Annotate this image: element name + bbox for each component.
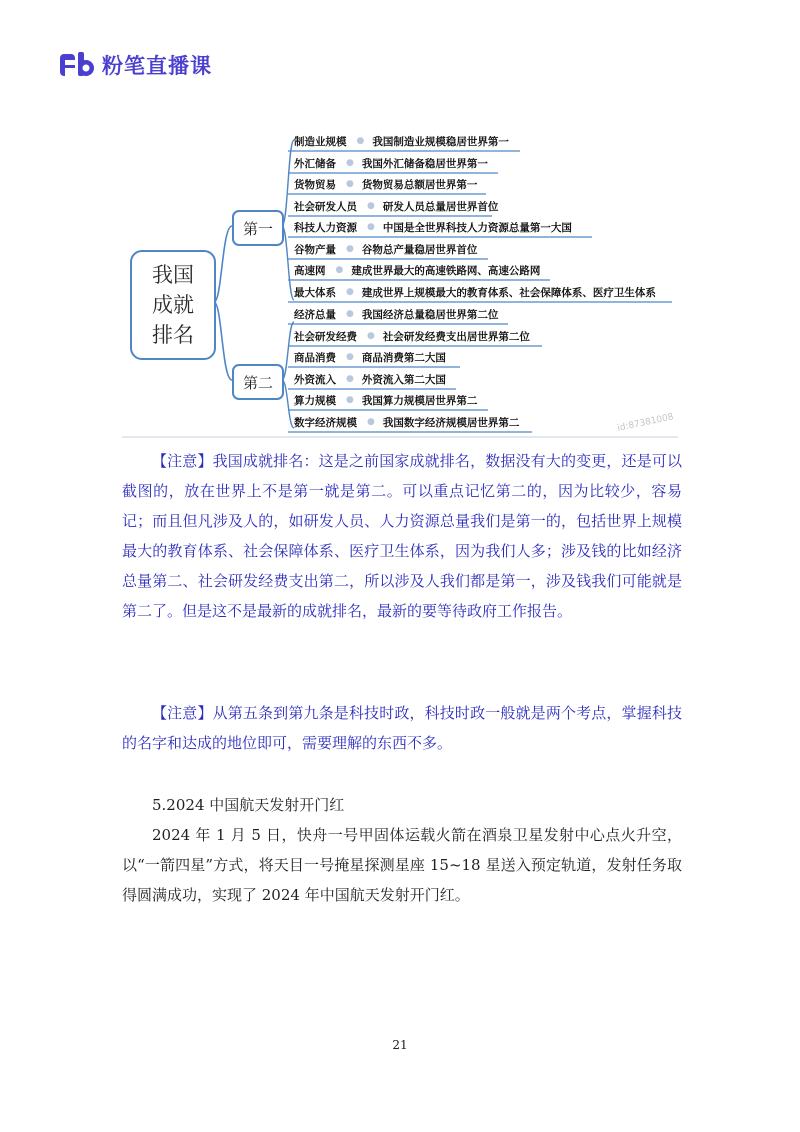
bullet-dot-icon: ● xyxy=(367,201,375,211)
root-line-2: 成就 xyxy=(152,293,194,317)
leaf-item: 经济总量 ● 我国经济总量稳居世界第二位 xyxy=(294,308,499,321)
leaf-item: 算力规模 ● 我国算力规模居世界第二 xyxy=(294,394,478,407)
leaf-item: 科技人力资源 ● 中国是全世界科技人力资源总量第一大国 xyxy=(294,221,572,234)
note-ranking: 【注意】我国成就排名：这是之前国家成就排名，数据没有大的变更，还是可以截图的，放在世界上不是第一就是第二。可以重点记忆第二的，因为比较少，容易记；而且但凡涉及人的，如研发人员、人力资源总量我们是第一的，包括世界上规模最大的教育体系、社会保障体系、医疗卫生体系，因为我们人多；涉及钱的比如经济总量第二、社会研发经费支出第二，所以涉及人我们都是第一，涉及钱我们可能就是第二了。但是这不是最新的成就排名，最新的要等待政府工作报告。 xyxy=(122,452,682,620)
bullet-dot-icon: ● xyxy=(346,395,354,405)
leaf-item: 外资流入 ● 外资流入第二大国 xyxy=(294,373,446,386)
bullet-dot-icon: ● xyxy=(367,331,375,341)
mindmap-root-node xyxy=(130,250,216,360)
leaf-item: 最大体系 ● 建成世界上规模最大的教育体系、社会保障体系、医疗卫生体系 xyxy=(294,286,656,299)
section-heading: 5.2024 中国航天发射开门红 xyxy=(152,796,345,814)
section-paragraph: 2024 年 1 月 5 日，快舟一号甲固体运载火箭在酒泉卫星发射中心点火升空，以“一箭四星”方式，将天目一号掩星探测星座 15~18 星送入预定轨道，发射任务取得圆满成功，实现了 2024 年中国航天发射开门红。 xyxy=(122,826,682,904)
bullet-dot-icon: ● xyxy=(346,179,354,189)
figure-bottom-border xyxy=(122,436,678,438)
leaf-item: 数字经济规模 ● 我国数字经济规模居世界第二 xyxy=(294,416,520,429)
bullet-dot-icon: ● xyxy=(356,136,365,146)
page-number: 21 xyxy=(392,1038,408,1052)
bullet-dot-icon: ● xyxy=(346,158,354,168)
bullet-dot-icon: ● xyxy=(346,352,354,362)
leaf-item: 谷物产量 ● 谷物总产量稳居世界首位 xyxy=(294,243,478,256)
image-watermark: id:87381008 xyxy=(616,412,675,434)
leaf-item: 制造业规模 ● 我国制造业规模稳居世界第一 xyxy=(294,135,509,148)
leaf-item: 高速网 ● 建成世界最大的高速铁路网、高速公路网 xyxy=(294,264,541,277)
brand-name: 粉笔直播课 xyxy=(102,54,212,78)
bullet-dot-icon: ● xyxy=(346,287,354,297)
bullet-dot-icon: ● xyxy=(367,417,375,427)
section-5 xyxy=(122,790,682,910)
root-line-3: 排名 xyxy=(152,323,194,347)
leaf-item: 社会研发经费 ● 社会研发经费支出居世界第二位 xyxy=(294,330,530,343)
bullet-dot-icon: ● xyxy=(346,374,354,384)
fb-logo-icon xyxy=(60,50,96,80)
leaf-item: 社会研发人员 ● 研发人员总量居世界首位 xyxy=(294,200,499,213)
note-tech: 【注意】从第五条到第九条是科技时政，科技时政一般就是两个考点，掌握科技的名字和达成的地位即可，需要理解的东西不多。 xyxy=(122,704,682,752)
bullet-dot-icon: ● xyxy=(346,244,354,254)
branch-second: 第二 xyxy=(232,364,284,400)
achievement-ranking-mindmap xyxy=(122,126,678,438)
leaf-item: 商品消费 ● 商品消费第二大国 xyxy=(294,351,446,364)
bullet-dot-icon: ● xyxy=(346,309,354,319)
branch-first: 第一 xyxy=(232,210,284,246)
bullet-dot-icon: ● xyxy=(335,265,344,275)
brand-logo xyxy=(60,50,212,80)
leaf-item: 外汇储备 ● 我国外汇储备稳居世界第一 xyxy=(294,157,488,170)
root-line-1: 我国 xyxy=(152,263,194,287)
bullet-dot-icon: ● xyxy=(367,222,375,232)
leaf-item: 货物贸易 ● 货物贸易总额居世界第一 xyxy=(294,178,478,191)
